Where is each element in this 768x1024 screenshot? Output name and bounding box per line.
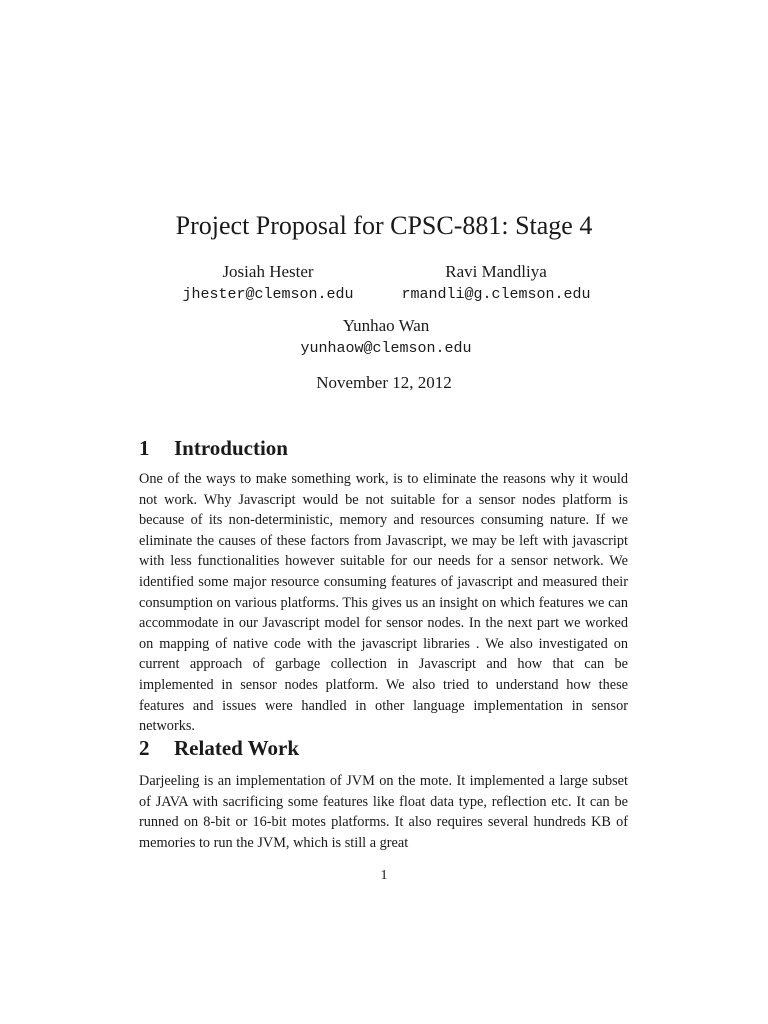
page-number: 1 — [380, 868, 388, 883]
section-title: Related Work — [174, 736, 300, 760]
author-block — [158, 260, 378, 306]
author-email: yunhaow@clemson.edu — [300, 340, 472, 357]
author-email: rmandli@g.clemson.edu — [401, 286, 591, 303]
section-body-introduction: One of the ways to make something work, is to eliminate the reasons why it would not work. Why Javascript would be not suitable for a sensor nodes platform is because of its non-deterministic, memory and resources consuming nature. If we eliminate the causes of these factors from Javascript, we may be left with javascript with less functionalities however suitable for our needs for a sensor network. We identified some major resource consuming features of javascript and measured their consumption on various platforms. This gives us an insight on which features we can accommodate in our Javascript model for sensor nodes. In the next part we worked on mapping of native code with the javascript libraries . We also investigated on current approach of garbage collection in Javascript and how that can be implemented in sensor nodes platform. We also tried to understand how these features and issues were handled in other language implementation in sensor networks. — [139, 471, 628, 735]
paper-title: Project Proposal for CPSC-881: Stage 4 — [175, 211, 593, 240]
author-name: Josiah Hester — [222, 262, 314, 281]
author-name: Ravi Mandliya — [445, 262, 547, 281]
author-name: Yunhao Wan — [342, 316, 430, 335]
author-block — [268, 314, 504, 360]
section-title: Introduction — [174, 436, 288, 460]
author-block — [378, 260, 614, 306]
section-body-related-work: Darjeeling is an implementation of JVM on the mote. It implemented a large subset of JAVA with sacrificing some features like float data type, reflection etc. It can be runned on 8-bit or 16-bit motes platforms. It also requires several hundreds KB of memories to run the JVM, which is still a great — [139, 773, 628, 851]
section-heading-related-work — [139, 734, 299, 762]
section-number: 1 — [139, 436, 150, 460]
section-number: 2 — [139, 736, 150, 760]
publication-date: November 12, 2012 — [316, 373, 452, 392]
section-heading-introduction — [139, 434, 288, 462]
author-email: jhester@clemson.edu — [182, 286, 354, 303]
